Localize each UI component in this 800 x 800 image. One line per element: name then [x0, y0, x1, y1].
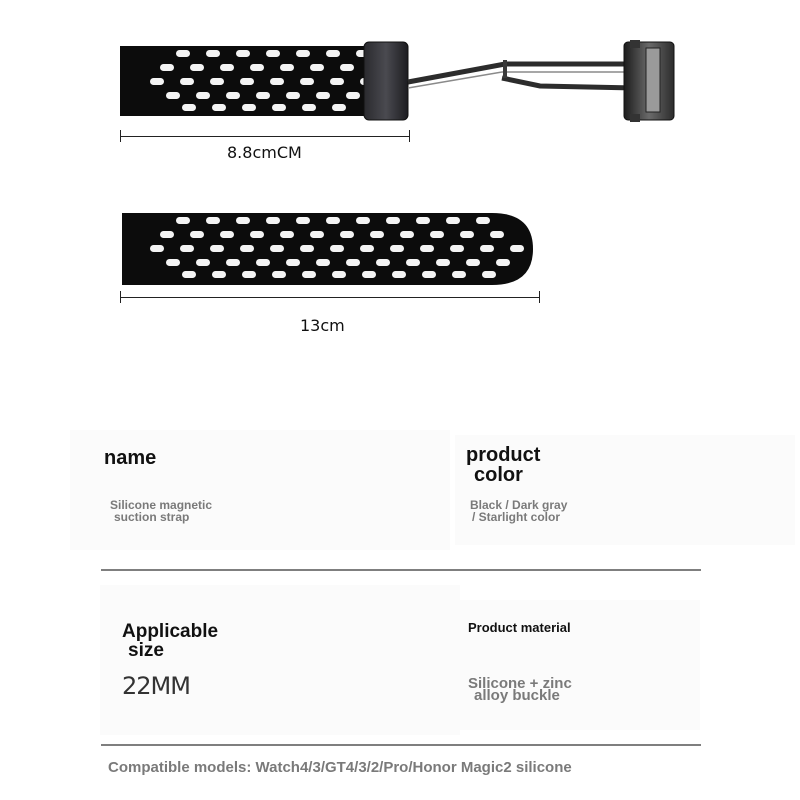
- name-label: name: [104, 447, 157, 469]
- strap-hole: [206, 50, 220, 57]
- strap-hole: [300, 245, 314, 252]
- name-value-line1: Silicone magnetic: [110, 498, 213, 512]
- strap-hole: [332, 104, 346, 111]
- strap-hole: [236, 217, 250, 224]
- strap-hole: [242, 104, 256, 111]
- strap-hole: [272, 104, 286, 111]
- strap-hole: [510, 245, 524, 252]
- strap-hole: [212, 104, 226, 111]
- strap-hole: [182, 104, 196, 111]
- strap-hole: [286, 92, 300, 99]
- strap-hole: [346, 92, 360, 99]
- size-label-line1: Applicable: [122, 621, 219, 642]
- strap-hole: [356, 217, 370, 224]
- strap-hole: [430, 231, 444, 238]
- strap-hole: [280, 231, 294, 238]
- dimension-tick-right: [409, 130, 410, 142]
- strap-hole: [226, 259, 240, 266]
- strap-hole: [496, 259, 510, 266]
- strap-hole: [226, 92, 240, 99]
- strap-hole: [302, 271, 316, 278]
- name-value-line2: suction strap: [114, 510, 190, 524]
- strap-hole: [340, 231, 354, 238]
- color-label-line1: product: [466, 444, 541, 466]
- strap-hole: [332, 271, 346, 278]
- strap-hole: [330, 78, 344, 85]
- strap-hole: [316, 92, 330, 99]
- compatible-models: Compatible models: Watch4/3/GT4/3/2/Pro/Honor Magic2 silicone: [108, 759, 572, 776]
- strap-hole: [150, 245, 164, 252]
- long-strap-length: 13cm: [300, 316, 345, 335]
- separator-line-bottom: [101, 744, 701, 746]
- strap-hole: [476, 217, 490, 224]
- short-strap-length: 8.8cmCM: [227, 143, 302, 162]
- strap-hole: [250, 64, 264, 71]
- strap-hole: [296, 217, 310, 224]
- dimension-line-long: [120, 297, 540, 298]
- strap-hole: [190, 64, 204, 71]
- strap-hole: [452, 271, 466, 278]
- strap-hole: [150, 78, 164, 85]
- strap-hole: [220, 64, 234, 71]
- strap-hole: [270, 245, 284, 252]
- strap-hole: [362, 271, 376, 278]
- separator-line-top: [101, 569, 701, 571]
- strap-hole: [166, 92, 180, 99]
- strap-hole: [360, 245, 374, 252]
- strap-hole: [196, 92, 210, 99]
- strap-hole: [256, 92, 270, 99]
- strap-hole: [436, 259, 450, 266]
- strap-hole: [286, 259, 300, 266]
- material-value-line1: Silicone + zinc: [468, 675, 572, 692]
- strap-hole: [346, 259, 360, 266]
- strap-hole: [370, 231, 384, 238]
- strap-hole: [242, 271, 256, 278]
- long-strap-illustration: [110, 205, 550, 295]
- strap-hole: [176, 50, 190, 57]
- strap-hole: [296, 50, 310, 57]
- strap-hole: [316, 259, 330, 266]
- strap-hole: [386, 217, 400, 224]
- strap-hole: [210, 78, 224, 85]
- strap-hole: [450, 245, 464, 252]
- strap-hole: [392, 271, 406, 278]
- strap-hole: [310, 64, 324, 71]
- strap-hole: [460, 231, 474, 238]
- strap-hole: [210, 245, 224, 252]
- strap-hole: [180, 78, 194, 85]
- strap-hole: [212, 271, 226, 278]
- strap-hole: [446, 217, 460, 224]
- strap-hole: [400, 231, 414, 238]
- strap-hole: [482, 271, 496, 278]
- color-value-line2: / Starlight color: [472, 510, 561, 524]
- size-label-line2: size: [128, 640, 164, 661]
- color-label-line2: color: [474, 464, 523, 486]
- color-value-line1: Black / Dark gray: [470, 498, 568, 512]
- strap-hole: [340, 64, 354, 71]
- material-value-line2: alloy buckle: [474, 687, 560, 704]
- strap-hole: [180, 245, 194, 252]
- material-label: Product material: [468, 620, 571, 635]
- strap-hole: [270, 78, 284, 85]
- strap-hole: [390, 245, 404, 252]
- strap-hole: [160, 64, 174, 71]
- strap-hole: [330, 245, 344, 252]
- strap-hole: [256, 259, 270, 266]
- strap-hole: [466, 259, 480, 266]
- short-strap-illustration: [110, 30, 690, 130]
- strap-hole: [420, 245, 434, 252]
- strap-hole: [250, 231, 264, 238]
- strap-hole: [300, 78, 314, 85]
- dimension-tick-right-2: [539, 291, 540, 303]
- strap-hole: [236, 50, 250, 57]
- strap-hole: [196, 259, 210, 266]
- strap-hole: [406, 259, 420, 266]
- strap-hole: [240, 78, 254, 85]
- strap-hole: [176, 217, 190, 224]
- strap-hole: [220, 231, 234, 238]
- strap-hole: [266, 217, 280, 224]
- strap-hole: [266, 50, 280, 57]
- strap-hole: [166, 259, 180, 266]
- strap-hole: [190, 231, 204, 238]
- strap-hole: [490, 231, 504, 238]
- strap-hole: [302, 104, 316, 111]
- dimension-line-short: [120, 136, 410, 137]
- strap-hole: [160, 231, 174, 238]
- strap-hole: [182, 271, 196, 278]
- strap-hole: [416, 217, 430, 224]
- strap-hole: [326, 217, 340, 224]
- strap-hole: [206, 217, 220, 224]
- strap-hole: [422, 271, 436, 278]
- strap-hole: [376, 259, 390, 266]
- strap-hole: [272, 271, 286, 278]
- strap-hole: [240, 245, 254, 252]
- size-value: 22MM: [122, 672, 190, 700]
- strap-hole: [310, 231, 324, 238]
- strap-hole: [480, 245, 494, 252]
- strap-hole: [326, 50, 340, 57]
- strap-hole: [280, 64, 294, 71]
